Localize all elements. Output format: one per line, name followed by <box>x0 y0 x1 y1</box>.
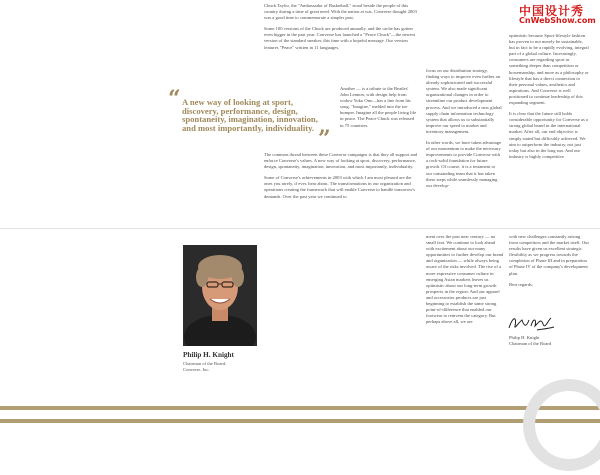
upper-page <box>0 0 600 228</box>
text-column-3 <box>509 33 589 165</box>
paragraph: It is clear that the future still holds considerable opportunity for Converse as a strong global brand in the international market. After all, our end objective is simply stated but difficultly achieved. We aim to outperform the industry, not just today but also in the long run. And our industry is highly competitive <box>509 111 588 159</box>
paragraph: optimistic because Sport-lifestyle fashion has proven to not merely be sustainable, but in fact to be a rapidly evolving, integral part of a global culture. Increasingly, consumers are regarding sport as something deeper than competition or horsemanship, and more as a philosophy or lifestyle that has a direct connection to their personal values, aesthetics and aspirations. And Converse is well positioned to continue leadership of this expanding segment. <box>509 33 589 106</box>
text-column-1-bottom <box>264 152 419 205</box>
text-column-5 <box>509 234 589 293</box>
paragraph: ment over the past near century — no small feat. We continue to look ahead with excitement about our many opportunities to further develop our brand and organization — while always being aware of the risks involved. The rise of a more expressive consumer culture in emerging Asian markets leaves us optimistic about our long-term growth prospects in the region. And our apparel and accessories products are just beginning to establish the same strong point-of-difference that enabled our footwear to reinvent the category. But perhaps above all, we are <box>426 234 504 325</box>
decorative-ring-icon <box>519 375 600 475</box>
caption-line: Chairman of the Board, <box>183 361 227 366</box>
gold-band-top <box>0 406 600 410</box>
caption-line: Converse, Inc. <box>183 366 210 372</box>
paragraph: focus on our distribution strategy, finding ways to improve even further an already sophisticated and successful system. We also made significant organizational changes in order to streamline our product development process. And we introduced a new global supply chain information technology system that allows us to substantially improve our speed to market and inventory management. <box>426 68 502 134</box>
signature-icon <box>507 312 557 334</box>
paragraph: The common thread between these Converse campaigns is that they all support and enforce Converse's values. A new way of looking at sport, discovery, performance, design, spontaneity, imagination, innovation, and most importantly, individuality. <box>264 152 418 170</box>
paragraph: with new challenges constantly arising from competitors and the market itself. Our results have given us excellent strategic flexibility as we progress towards the completion of Phase III and in preparation of Phase IV of the company's development plan. <box>509 234 589 276</box>
text-column-1-top <box>264 3 419 56</box>
watermark-url: CnWebShow.com <box>519 16 596 25</box>
caption-title <box>183 361 226 372</box>
text-column-1-inset <box>340 86 418 134</box>
signature-title: Chairman of the Board <box>509 341 552 347</box>
paragraph: Chuck Taylor, the "Ambassador of Basketball," stood beside the people of this country during a time of great need. With the nation at war, Converse thought 2003 was a good time to commemorate a simpler past. <box>264 3 417 21</box>
paragraph: Some 100 versions of the Chuck are produced annually, and the cache has gotten even bigger in the past year. Converse has launched a "Peace Chuck"—the newest version of the standard sneaker, this time with a hopeful message. Our version features "Peace" written in 11 languages. <box>264 26 416 50</box>
pull-quote: A new way of looking at sport, discovery, performance, design, spontaneity, imagination, innovation, and most importantly, individuality. <box>182 97 318 133</box>
close-quote-mark-icon: ” <box>318 126 331 152</box>
paragraph: Best regards, <box>509 281 533 287</box>
portrait-illustration <box>183 245 257 346</box>
paragraph: Another — is a tribute to the Beatles' John Lennon, with design help from widow Yoko Ono—has a line from his song, "Imagine," melded into the toe bumper. Imagine all the people living life in peace. The Peace Chuck was released in 75 countries. <box>340 86 417 128</box>
gold-band-bottom <box>0 419 600 423</box>
portrait-photo <box>183 245 257 346</box>
paragraph: In other words, we have taken advantage of our momentum to make the necessary improvements to provide Converse with a rock-solid foundation for future growth. Of course, it is a testament to our outstanding team that it has taken these steps while seamlessly managing our develop- <box>426 140 502 188</box>
open-quote-mark-icon: “ <box>168 86 181 112</box>
paragraph: Some of Converse's achievements in 2003 with which I am most pleased are the ones you rarely, if ever, hear about. The transformations in our organization and operations creating the framework that will enable Converse to handle tomorrow's demands. Over the past year we continued to <box>264 175 416 199</box>
text-column-4 <box>426 234 504 330</box>
signature-name: Philip H. Knight <box>509 335 540 340</box>
signature-block <box>509 335 589 347</box>
caption-name: Philip H. Knight <box>183 351 234 359</box>
text-column-2 <box>426 68 502 194</box>
watermark-cn: 中国设计秀 <box>519 4 585 18</box>
